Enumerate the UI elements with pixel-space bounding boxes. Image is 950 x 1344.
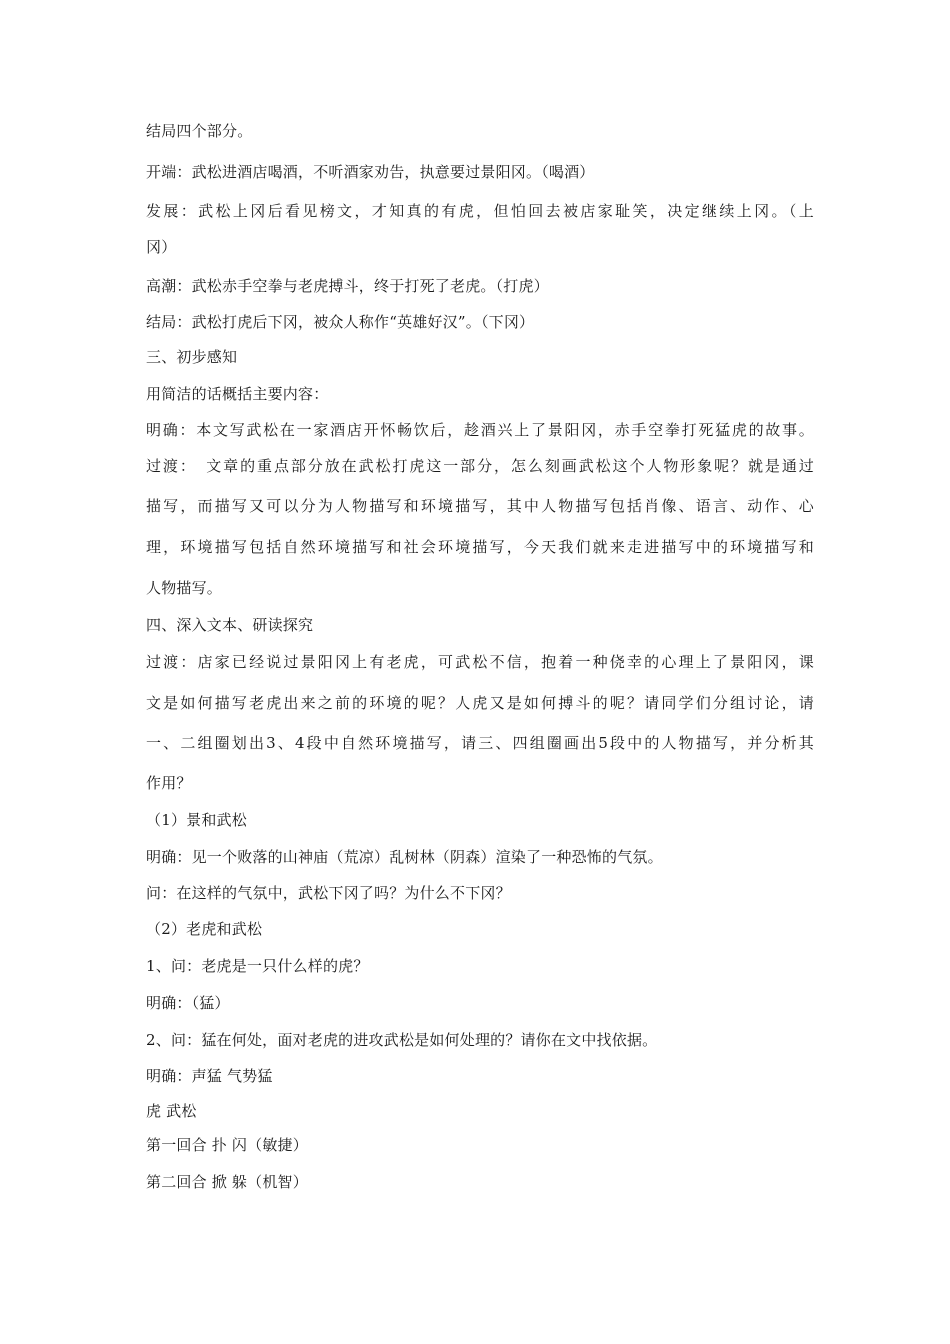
text-line: 虎 武松 bbox=[146, 1102, 197, 1120]
text-line: 人物描写。 bbox=[146, 579, 223, 597]
text-line: 冈） bbox=[146, 238, 177, 256]
text-line: 作用？ bbox=[146, 774, 192, 792]
section-heading: 四、深入文本、研读探究 bbox=[146, 616, 314, 634]
text-line: 一、二组圈划出3、4段中自然环境描写，请三、四组圈画出5段中的人物描写，并分析其 bbox=[146, 734, 814, 752]
text-line: 明确：见一个败落的山神庙（荒凉）乱树林（阴森）渲染了一种恐怖的气氛。 bbox=[146, 848, 663, 866]
text-line: 问：在这样的气氛中，武松下冈了吗？为什么不下冈？ bbox=[146, 884, 511, 902]
section-heading: 三、初步感知 bbox=[146, 348, 238, 366]
text-line: 过渡：店家已经说过景阳冈上有老虎，可武松不信，抱着一种侥幸的心理上了景阳冈，课 bbox=[146, 653, 814, 671]
text-line: 结局四个部分。 bbox=[146, 122, 253, 140]
text-line: 2、问：猛在何处，面对老虎的进攻武松是如何处理的？请你在文中找依据。 bbox=[146, 1031, 658, 1049]
text-line: 明确：（猛） bbox=[146, 994, 230, 1012]
text-line: 结局：武松打虎后下冈，被众人称作“英雄好汉”。（下冈） bbox=[146, 313, 535, 331]
text-line: 理，环境描写包括自然环境描写和社会环境描写，今天我们就来走进描写中的环境描写和 bbox=[146, 538, 814, 556]
text-line: 发展：武松上冈后看见榜文，才知真的有虎，但怕回去被店家耻笑，决定继续上冈。（上 bbox=[146, 202, 814, 220]
text-line: 明确：声猛 气势猛 bbox=[146, 1067, 273, 1085]
subsection-heading: （2）老虎和武松 bbox=[146, 920, 263, 938]
text-line: 第一回合 扑 闪（敏捷） bbox=[146, 1136, 308, 1154]
text-line: 第二回合 掀 躲（机智） bbox=[146, 1173, 308, 1191]
text-line: 文是如何描写老虎出来之前的环境的呢？人虎又是如何搏斗的呢？请同学们分组讨论，请 bbox=[146, 694, 814, 712]
text-line: 明确：本文写武松在一家酒店开怀畅饮后，趁酒兴上了景阳冈，赤手空拳打死猛虎的故事。 bbox=[146, 421, 814, 439]
text-line: 描写，而描写又可以分为人物描写和环境描写，其中人物描写包括肖像、语言、动作、心 bbox=[146, 497, 814, 515]
text-line: 1、问：老虎是一只什么样的虎？ bbox=[146, 957, 369, 975]
text-line: 过渡： 文章的重点部分放在武松打虎这一部分，怎么刻画武松这个人物形象呢？就是通过 bbox=[146, 457, 814, 475]
text-line: 高潮：武松赤手空拳与老虎搏斗，终于打死了老虎。（打虎） bbox=[146, 277, 549, 295]
text-line: 开端：武松进酒店喝酒，不听酒家劝告，执意要过景阳冈。（喝酒） bbox=[146, 163, 595, 181]
text-line: 用简洁的话概括主要内容： bbox=[146, 385, 329, 403]
subsection-heading: （1）景和武松 bbox=[146, 811, 247, 829]
